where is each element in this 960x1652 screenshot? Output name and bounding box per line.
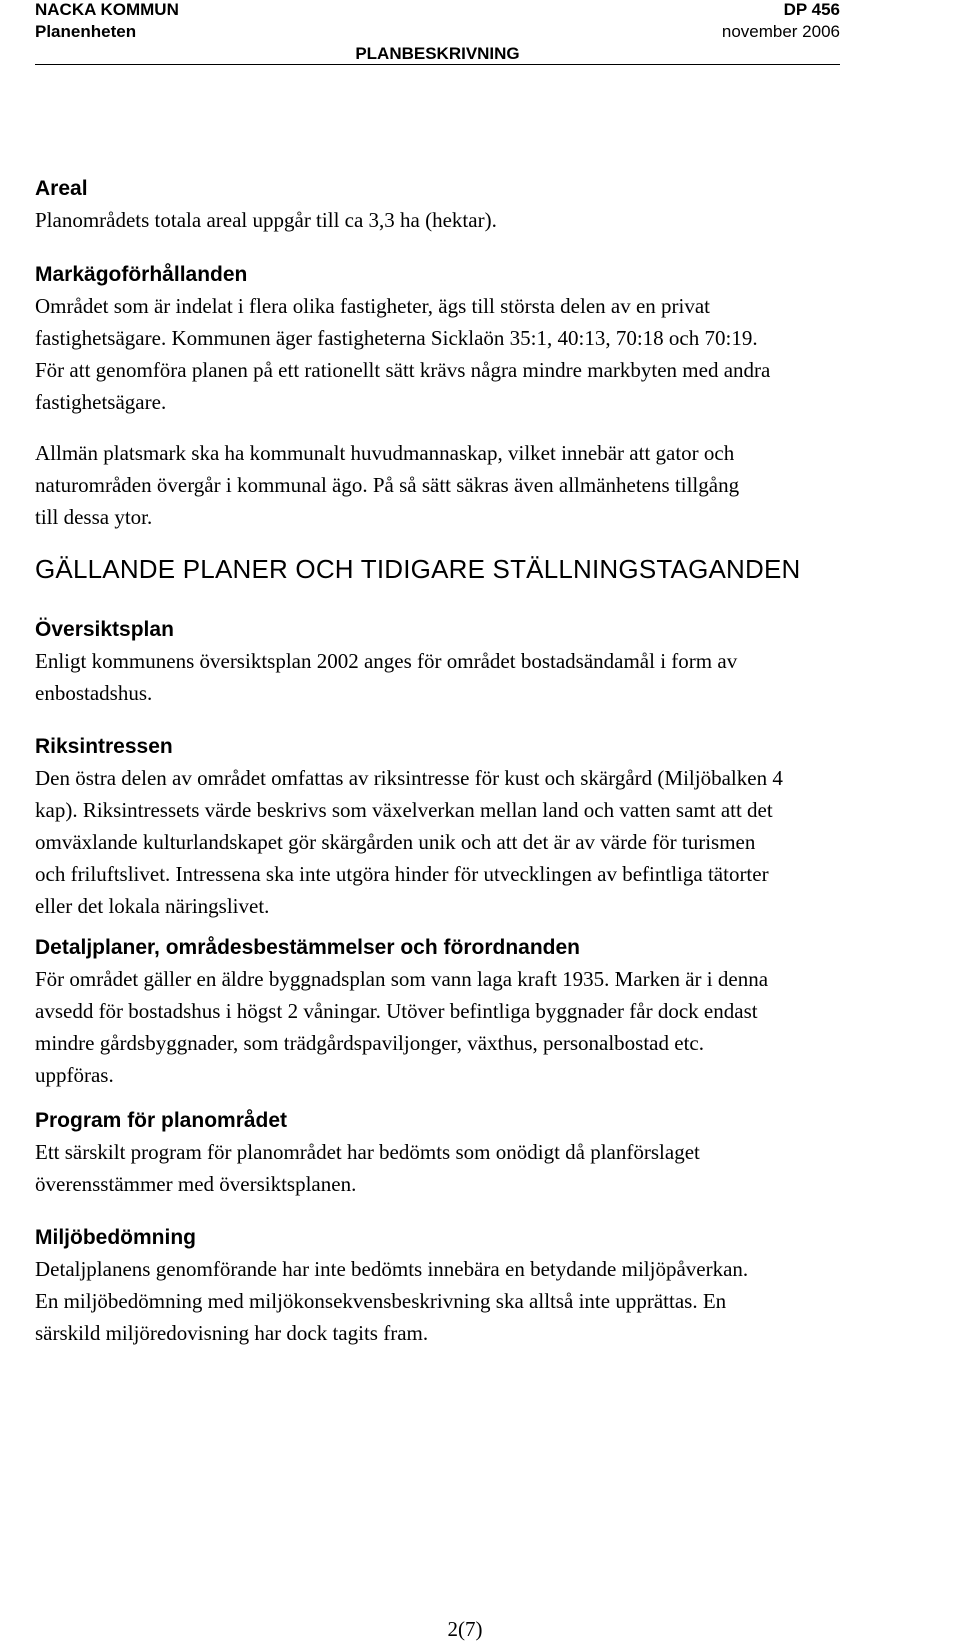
paragraph-detaljplaner [35, 963, 895, 1091]
text-line: Ett särskilt program för planområdet har bedömts som onödigt då planförslaget [35, 1140, 700, 1164]
text-line: överensstämmer med översiktsplanen. [35, 1172, 357, 1196]
main-heading: GÄLLANDE PLANER OCH TIDIGARE STÄLLNINGSTAGANDEN [35, 554, 801, 584]
text-line: omväxlande kulturlandskapet gör skärgården unik och att det är av värde för turismen [35, 830, 756, 854]
paragraph-mark-2 [35, 437, 895, 533]
text-line: Planområdets totala areal uppgår till ca 3,3 ha (hektar). [35, 208, 497, 232]
text-line: En miljöbedömning med miljökonsekvensbeskrivning ska alltså inte upprättas. En [35, 1289, 727, 1313]
text-line: enbostadshus. [35, 681, 153, 705]
text-line: och friluftslivet. Intressena ska inte utgöra hinder för utvecklingen av befintliga tätorter [35, 862, 769, 886]
paragraph-riksintressen [35, 762, 895, 922]
text-line: kap). Riksintressets värde beskrivs som växelverkan mellan land och vatten samt att det [35, 798, 773, 822]
heading-detaljplaner: Detaljplaner, områdesbestämmelser och förordnanden [35, 936, 580, 959]
text-line: Området som är indelat i flera olika fastigheter, ägs till största delen av en privat [35, 294, 711, 318]
department: Planenheten [35, 22, 137, 41]
text-line: Detaljplanens genomförande har inte bedömts innebära en betydande miljöpåverkan. [35, 1257, 749, 1281]
text-line: För att genomföra planen på ett rationellt sätt krävs några mindre markbyten med andra [35, 358, 771, 382]
page-number: 2(7) [447, 1617, 483, 1641]
text-line: fastighetsägare. [35, 390, 167, 414]
text-line: fastighetsägare. Kommunen äger fastigheterna Sicklaön 35:1, 40:13, 70:18 och 70:19. [35, 326, 758, 350]
text-line: Den östra delen av området omfattas av riksintresse för kust och skärgård (Miljöbalken 4 [35, 766, 783, 790]
text-line: För området gäller en äldre byggnadsplan som vann laga kraft 1935. Marken är i denna [35, 967, 769, 991]
document-date: november 2006 [721, 22, 840, 41]
heading-program: Program för planområdet [35, 1109, 288, 1132]
header-divider [35, 64, 840, 65]
text-line: uppföras. [35, 1063, 114, 1087]
text-line: Allmän platsmark ska ha kommunalt huvudmannaskap, vilket innebär att gator och [35, 441, 735, 465]
paragraph-areal [35, 204, 895, 236]
text-line: Enligt kommunens översiktsplan 2002 anges för området bostadsändamål i form av [35, 649, 738, 673]
text-line: till dessa ytor. [35, 505, 153, 529]
heading-areal: Areal [35, 177, 88, 200]
org-name: NACKA KOMMUN [35, 0, 179, 19]
heading-riksintressen: Riksintressen [35, 735, 173, 758]
heading-miljobedomning: Miljöbedömning [35, 1226, 196, 1249]
text-line: särskild miljöredovisning har dock tagits fram. [35, 1321, 429, 1345]
document-number: DP 456 [783, 0, 840, 19]
paragraph-oversiktsplan [35, 645, 895, 709]
heading-oversiktsplan: Översiktsplan [35, 618, 174, 641]
text-line: naturområden övergår i kommunal ägo. På så sätt säkras även allmänhetens tillgång [35, 473, 740, 497]
text-line: eller det lokala näringslivet. [35, 894, 270, 918]
paragraph-mark-1 [35, 290, 895, 418]
paragraph-miljobedomning [35, 1253, 895, 1349]
text-line: mindre gårdsbyggnader, som trädgårdspaviljonger, växthus, personalbostad etc. [35, 1031, 704, 1055]
text-line: avsedd för bostadshus i högst 2 våningar. Utöver befintliga byggnader får dock endast [35, 999, 758, 1023]
heading-markagoforhallanden: Markägoförhållanden [35, 263, 248, 286]
document-type: PLANBESKRIVNING [355, 44, 520, 63]
paragraph-program [35, 1136, 895, 1200]
